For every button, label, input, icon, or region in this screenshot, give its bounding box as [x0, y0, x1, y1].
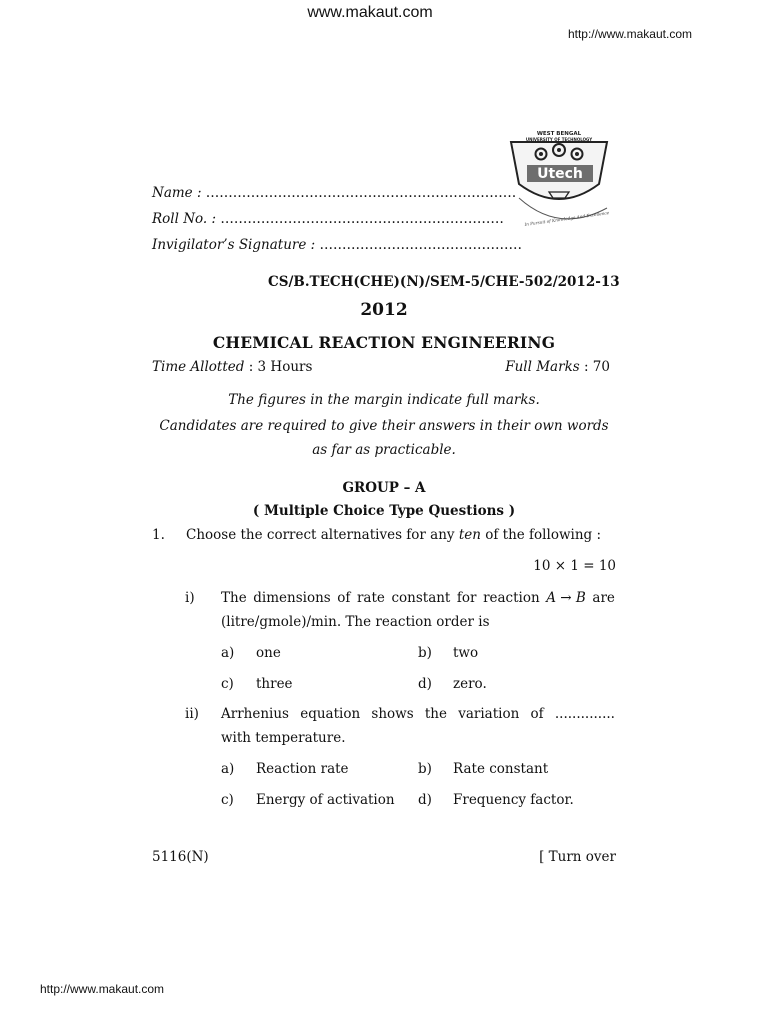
sub-question-line-2: with temperature.	[221, 730, 346, 746]
name-field	[152, 185, 516, 201]
word: of	[530, 706, 544, 722]
option-letter: b)	[418, 645, 432, 661]
option-letter: d)	[418, 792, 432, 808]
option-letter: d)	[418, 676, 432, 692]
subject-title: CHEMICAL REACTION ENGINEERING	[212, 333, 556, 352]
time-allotted-value: : 3 Hours	[248, 359, 313, 375]
question-number: 1.	[152, 527, 165, 543]
option-text: zero.	[453, 676, 487, 692]
option-text: Energy of activation	[256, 792, 395, 808]
roll-no-label: Roll No. :	[152, 211, 217, 227]
paper-number: 5116(N)	[152, 849, 209, 865]
roll-no-field	[152, 211, 504, 227]
group-subtitle: ( Multiple Choice Type Questions )	[252, 503, 516, 519]
svg-text:In Pursuit of Knowledge And Ex: In Pursuit of Knowledge And Excellence	[524, 210, 610, 227]
word: for	[456, 590, 477, 606]
svg-text:Utech: Utech	[537, 166, 583, 182]
roll-no-dots: ………………………………………………………	[220, 211, 504, 227]
sub-question-line-2: (litre/gmole)/min. The reaction order is	[221, 614, 490, 630]
option-letter: a)	[221, 761, 235, 777]
question-text	[186, 527, 601, 543]
instruction-line-3: as far as practicable.	[312, 442, 456, 458]
option-letter: c)	[221, 676, 234, 692]
option-text: one	[256, 645, 281, 661]
word: rate	[356, 590, 385, 606]
sub-question-number: i)	[185, 590, 195, 606]
question-marks: 10 × 1 = 10	[533, 558, 616, 574]
invigilator-signature-field	[152, 237, 522, 253]
sub-question-line-1	[221, 706, 615, 722]
full-marks-value: : 70	[583, 359, 610, 375]
time-allotted	[152, 359, 312, 375]
sub-question-number: ii)	[185, 706, 199, 722]
svg-text:WEST BENGAL: WEST BENGAL	[536, 131, 582, 137]
question-text-after: of the following :	[480, 527, 601, 543]
site-url-top-link[interactable]: http://www.makaut.com	[567, 27, 692, 41]
option-text: three	[256, 676, 293, 692]
question-text-emphasis: ten	[458, 527, 481, 543]
word: The	[221, 590, 247, 606]
question-text-before: Choose the correct alternatives for any	[186, 527, 459, 543]
invigilator-signature-dots: ………………………………………	[319, 237, 522, 253]
option-text: two	[453, 645, 479, 661]
option-letter: c)	[221, 792, 234, 808]
word: Arrhenius	[221, 706, 289, 722]
word: ..............	[554, 706, 615, 722]
option-text: Rate constant	[453, 761, 549, 777]
site-title: www.makaut.com	[307, 4, 433, 21]
full-marks-label: Full Marks	[505, 359, 580, 375]
word: equation	[300, 706, 361, 722]
word: of	[337, 590, 351, 606]
word: the	[424, 706, 447, 722]
paper-code: CS/B.TECH(CHE)(N)/SEM-5/CHE-502/2012-13	[268, 274, 620, 290]
option-text: Reaction rate	[256, 761, 349, 777]
option-text: Frequency factor.	[453, 792, 574, 808]
instruction-line-1: The figures in the margin indicate full marks.	[228, 392, 540, 408]
group-title: GROUP – A	[342, 480, 426, 496]
name-dots: ……………………………………………………………	[205, 185, 517, 201]
word: are	[592, 590, 615, 606]
full-marks	[505, 359, 610, 375]
exam-year: 2012	[360, 300, 408, 320]
turn-over-note: [ Turn over	[539, 849, 616, 865]
site-url-bottom-link[interactable]: http://www.makaut.com	[40, 982, 165, 996]
name-label: Name :	[152, 185, 202, 201]
sub-question-line-1	[221, 590, 615, 606]
word: shows	[371, 706, 414, 722]
instruction-line-2: Candidates are required to give their answers in their own words	[159, 418, 609, 434]
time-allotted-label: Time Allotted	[152, 359, 245, 375]
option-letter: a)	[221, 645, 235, 661]
invigilator-signature-label: Invigilator’s Signature :	[152, 237, 316, 253]
university-logo	[503, 126, 615, 232]
word: constant	[391, 590, 451, 606]
word: reaction	[483, 590, 540, 606]
svg-text:UNIVERSITY OF TECHNOLOGY: UNIVERSITY OF TECHNOLOGY	[525, 137, 593, 142]
reaction-formula: A → B	[546, 590, 586, 606]
word: dimensions	[253, 590, 331, 606]
option-letter: b)	[418, 761, 432, 777]
word: variation	[458, 706, 520, 722]
